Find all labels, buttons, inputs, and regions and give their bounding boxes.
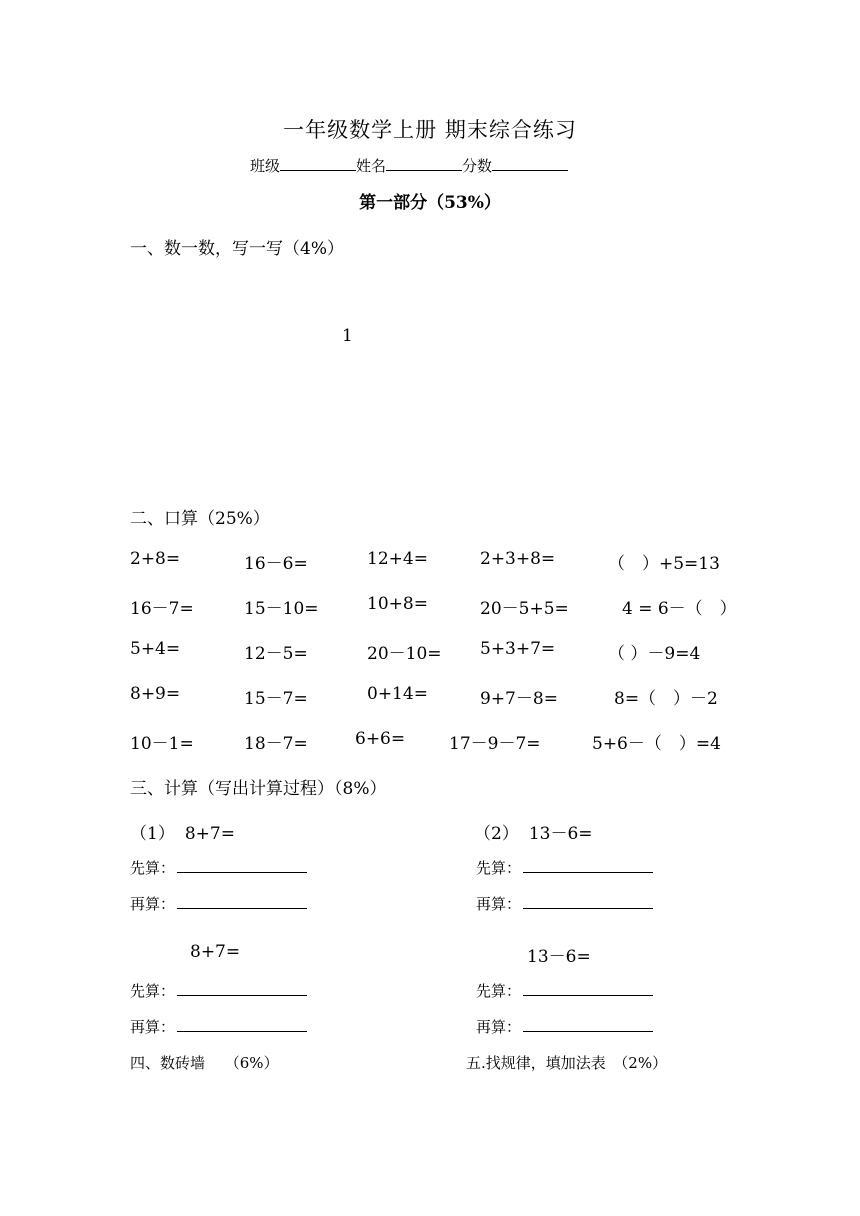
- mental-math-item: 2+8=: [130, 549, 181, 569]
- mental-math-item: 15－10=: [244, 599, 319, 619]
- answer-blank[interactable]: [177, 858, 307, 873]
- mental-math-item: 12+4=: [367, 549, 428, 569]
- problem-1-expr: 8+7=: [184, 824, 235, 844]
- name-label: 姓名: [356, 157, 387, 175]
- then-step-line: [130, 893, 307, 914]
- mental-math-item: 12－5=: [244, 644, 308, 664]
- first-step-label: 先算：: [130, 859, 176, 877]
- answer-blank[interactable]: [177, 894, 307, 909]
- then-step-label: 再算：: [476, 1018, 522, 1036]
- mental-math-item: 10+8=: [367, 594, 428, 614]
- then-step-line: [130, 1016, 307, 1037]
- then-step-label: 再算：: [476, 895, 522, 913]
- name-blank[interactable]: [386, 156, 462, 171]
- part-one-heading: 第一部分（53%）: [359, 193, 501, 213]
- problem-1: [130, 819, 235, 844]
- problem-1-label: （1）: [130, 824, 175, 844]
- first-step-line: [130, 857, 307, 878]
- class-blank[interactable]: [280, 156, 356, 171]
- student-info-line: [250, 155, 568, 176]
- mental-math-item: 20－5+5=: [480, 599, 569, 619]
- mental-math-item: 0+14=: [367, 684, 428, 704]
- mental-math-item: 18－7=: [244, 734, 308, 754]
- then-step-label: 再算：: [130, 895, 176, 913]
- first-step-line: [476, 857, 653, 878]
- page-title: 一年级数学上册 期末综合练习: [283, 118, 577, 142]
- first-step-line: [476, 980, 653, 1001]
- class-label: 班级: [250, 157, 281, 175]
- mental-math-item: 16－6=: [244, 554, 308, 574]
- section-addition-table: 五.找规律，填加法表 （2%）: [466, 1054, 668, 1072]
- first-step-label: 先算：: [476, 982, 522, 1000]
- answer-blank[interactable]: [523, 894, 653, 909]
- then-step-line: [476, 1016, 653, 1037]
- problem-2-label: （2）: [474, 824, 519, 844]
- mental-math-item: 8+9=: [130, 684, 181, 704]
- mental-math-item: 9+7－8=: [480, 689, 558, 709]
- problem-2-expr: 13－6=: [528, 824, 593, 844]
- section-count-write: 一、数一数，写一写（4%）: [130, 239, 344, 259]
- mental-math-item: （ ）－9=4: [608, 644, 701, 664]
- mental-math-item: 2+3+8=: [480, 549, 556, 569]
- answer-blank[interactable]: [523, 981, 653, 996]
- score-label: 分数: [462, 157, 493, 175]
- count-number: 1: [342, 326, 353, 346]
- mental-math-item: 8=（ ）－2: [614, 689, 718, 709]
- answer-blank[interactable]: [523, 858, 653, 873]
- first-step-label: 先算：: [130, 982, 176, 1000]
- then-step-line: [476, 893, 653, 914]
- mental-math-item: 5+4=: [130, 639, 181, 659]
- answer-blank[interactable]: [177, 1017, 307, 1032]
- mental-math-item: 17－9－7=: [449, 734, 541, 754]
- mental-math-item: 10－1=: [130, 734, 194, 754]
- mental-math-item: 5+3+7=: [480, 639, 556, 659]
- mental-math-item: 20－10=: [367, 644, 442, 664]
- problem-1-expr-repeat: 8+7=: [190, 942, 241, 962]
- answer-blank[interactable]: [177, 981, 307, 996]
- section-brick-wall: 四、数砖墙 （6%）: [130, 1054, 279, 1072]
- first-step-label: 先算：: [476, 859, 522, 877]
- mental-math-item: 16－7=: [130, 599, 194, 619]
- answer-blank[interactable]: [523, 1017, 653, 1032]
- section-mental-math: 二、口算（25%）: [130, 509, 270, 529]
- mental-math-item: （ ）+5=13: [608, 554, 720, 574]
- first-step-line: [130, 980, 307, 1001]
- mental-math-item: 4 = 6－（ ）: [622, 599, 737, 619]
- problem-2: [474, 819, 593, 844]
- mental-math-item: 15－7=: [244, 689, 308, 709]
- mental-math-item: 5+6－（ ）=4: [592, 734, 721, 754]
- mental-math-item: 6+6=: [355, 729, 406, 749]
- problem-2-expr-repeat: 13－6=: [527, 947, 591, 967]
- score-blank[interactable]: [492, 156, 568, 171]
- section-calculation: 三、计算（写出计算过程）（8%）: [130, 779, 387, 799]
- then-step-label: 再算：: [130, 1018, 176, 1036]
